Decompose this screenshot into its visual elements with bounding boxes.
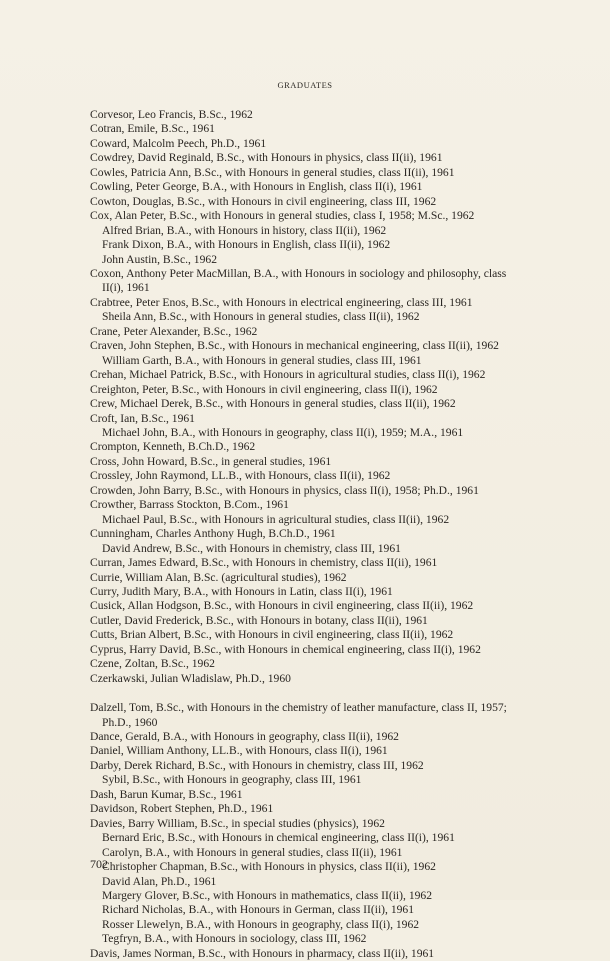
graduate-sub-entry: Christopher Chapman, B.Sc., with Honours in physics, class II(ii), 1962 [102,860,436,874]
graduate-entry: Darby, Derek Richard, B.Sc., with Honours in chemistry, class III, 1962 [90,758,424,772]
graduate-sub-entry: Michael Paul, B.Sc., with Honours in agricultural studies, class II(ii), 1962 [102,512,450,526]
graduate-entry: Cowdrey, David Reginald, B.Sc., with Honours in physics, class II(ii), 1961 [90,151,443,165]
graduate-entry: Crew, Michael Derek, B.Sc., with Honours in general studies, class II(ii), 1962 [90,397,456,411]
graduate-entry: Czene, Zoltan, B.Sc., 1962 [90,657,215,671]
graduate-entry: Cyprus, Harry David, B.Sc., with Honours in chemical engineering, class II(i), 1962 [90,642,481,656]
graduate-entry: Daniel, William Anthony, LL.B., with Honours, class II(i), 1961 [90,744,388,758]
graduate-entry: Cross, John Howard, B.Sc., in general studies, 1961 [90,454,332,468]
graduate-list [90,108,520,961]
graduate-entry: Curran, James Edward, B.Sc., with Honours in chemistry, class II(ii), 1961 [90,556,438,570]
graduate-sub-entry: Alfred Brian, B.A., with Honours in history, class II(ii), 1962 [102,223,387,237]
graduate-entry: Cowling, Peter George, B.A., with Honours in English, class II(i), 1961 [90,180,423,194]
graduate-entry: Cotran, Emile, B.Sc., 1961 [90,122,215,136]
graduate-sub-entry: Bernard Eric, B.Sc., with Honours in chemical engineering, class II(i), 1961 [102,831,455,845]
graduate-entry: Davies, Barry William, B.Sc., in special studies (physics), 1962 [90,816,385,830]
graduate-entry: Davis, James Norman, B.Sc., with Honours in pharmacy, class II(ii), 1961 [90,946,435,960]
graduate-entry: Corvesor, Leo Francis, B.Sc., 1962 [90,108,253,121]
graduate-entry: Crehan, Michael Patrick, B.Sc., with Honours in agricultural studies, class II(i), 1962 [90,368,486,382]
graduate-entry: Creighton, Peter, B.Sc., with Honours in civil engineering, class II(i), 1962 [90,382,438,396]
graduate-entry: Czerkawski, Julian Wladislaw, Ph.D., 1960 [90,671,291,685]
graduate-sub-entry: Margery Glover, B.Sc., with Honours in mathematics, class II(ii), 1962 [102,889,433,903]
graduate-entry: Craven, John Stephen, B.Sc., with Honours in mechanical engineering, class II(ii), 1962 [90,339,499,353]
graduate-entry: Cox, Alan Peter, B.Sc., with Honours in general studies, class I, 1958; M.Sc., 1962 [90,209,475,223]
graduate-entry: Dash, Barun Kumar, B.Sc., 1961 [90,787,243,801]
graduate-entry: Davidson, Robert Stephen, Ph.D., 1961 [90,802,274,816]
section-gap [90,686,520,701]
graduate-sub-entry: Sheila Ann, B.Sc., with Honours in general studies, class II(ii), 1962 [102,310,420,324]
graduate-entry: Crowden, John Barry, B.Sc., with Honours in physics, class II(i), 1958; Ph.D., 1961 [90,483,479,497]
graduate-entry: Dance, Gerald, B.A., with Honours in geography, class II(ii), 1962 [90,730,399,744]
graduate-sub-entry: Richard Nicholas, B.A., with Honours in German, class II(ii), 1961 [102,903,415,917]
graduate-entry: Cowles, Patricia Ann, B.Sc., with Honours in general studies, class II(ii), 1961 [90,165,455,179]
graduate-entry: Coxon, Anthony Peter MacMillan, B.A., with Honours in sociology and philosophy, class II(i), 1961 [90,266,507,295]
graduate-entry: Crabtree, Peter Enos, B.Sc., with Honours in electrical engineering, class III, 1961 [90,295,473,309]
graduate-sub-entry: John Austin, B.Sc., 1962 [102,252,217,266]
page-number: 702 [90,857,108,871]
graduate-entry: Crane, Peter Alexander, B.Sc., 1962 [90,324,258,338]
graduate-sub-entry: David Andrew, B.Sc., with Honours in chemistry, class III, 1961 [102,541,401,555]
graduate-sub-entry: Carolyn, B.A., with Honours in general studies, class II(ii), 1961 [102,845,403,859]
graduate-entry: Coward, Malcolm Peech, Ph.D., 1961 [90,136,267,150]
graduate-entry: Crossley, John Raymond, LL.B., with Honours, class II(ii), 1962 [90,469,391,483]
graduate-sub-entry: William Garth, B.A., with Honours in general studies, class III, 1961 [102,353,422,367]
graduate-entry: Currie, William Alan, B.Sc. (agricultural studies), 1962 [90,570,347,584]
graduate-sub-entry: Rosser Llewelyn, B.A., with Honours in geography, class II(i), 1962 [102,917,420,931]
graduate-sub-entry: Sybil, B.Sc., with Honours in geography, class III, 1961 [102,773,362,787]
graduate-entry: Cowton, Douglas, B.Sc., with Honours in civil engineering, class III, 1962 [90,194,437,208]
graduate-sub-entry: David Alan, Ph.D., 1961 [102,874,217,888]
graduate-entry: Cusick, Allan Hodgson, B.Sc., with Honours in civil engineering, class II(ii), 1962 [90,599,474,613]
graduate-entry: Cutts, Brian Albert, B.Sc., with Honours in civil engineering, class II(ii), 1962 [90,628,454,642]
graduate-entry: Crowther, Barrass Stockton, B.Com., 1961 [90,498,289,512]
running-header: GRADUATES [277,80,333,90]
graduate-entry: Cutler, David Frederick, B.Sc., with Honours in botany, class II(ii), 1961 [90,613,428,627]
graduate-sub-entry: Tegfryn, B.A., with Honours in sociology, class III, 1962 [102,932,367,946]
graduate-entry: Croft, Ian, B.Sc., 1961 [90,411,195,425]
graduate-entry: Curry, Judith Mary, B.A., with Honours in Latin, class II(i), 1961 [90,584,393,598]
graduate-sub-entry: Frank Dixon, B.A., with Honours in English, class II(ii), 1962 [102,238,391,252]
graduate-sub-entry: Michael John, B.A., with Honours in geography, class II(i), 1959; M.A., 1961 [102,425,464,439]
graduate-entry: Cunningham, Charles Anthony Hugh, B.Ch.D., 1961 [90,527,336,541]
graduate-entry: Dalzell, Tom, B.Sc., with Honours in the chemistry of leather manufacture, class II, 1957; Ph.D., 1960 [90,701,507,729]
graduate-entry: Crompton, Kenneth, B.Ch.D., 1962 [90,440,256,454]
